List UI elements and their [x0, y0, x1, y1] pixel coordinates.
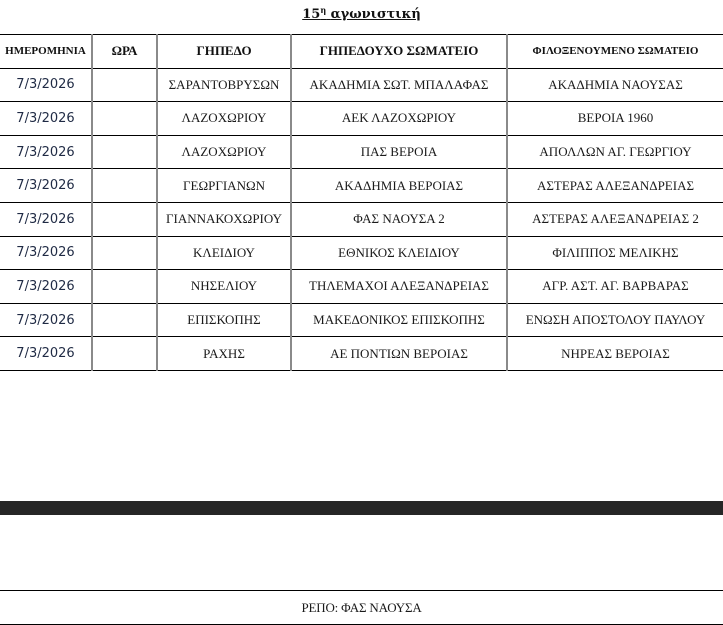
- cell-time: [92, 337, 157, 371]
- cell-time: [92, 169, 157, 203]
- cell-time: [92, 303, 157, 337]
- cell-home-team: ΑΕ ΠΟΝΤΙΩΝ ΒΕΡΟΙΑΣ: [291, 337, 507, 371]
- cell-date: 7/3/2026: [0, 169, 92, 203]
- cell-home-team: ΑΚΑΔΗΜΙΑ ΣΩΤ. ΜΠΑΛΑΦΑΣ: [291, 68, 507, 102]
- table-row: [0, 236, 723, 270]
- cell-venue: ΡΑΧΗΣ: [157, 337, 291, 371]
- cell-home-team: ΠΑΣ ΒΕΡΟΙΑ: [291, 135, 507, 169]
- cell-away-team: ΑΠΟΛΛΩΝ ΑΓ. ΓΕΩΡΓΙΟΥ: [507, 135, 723, 169]
- header-date: ΗΜΕΡΟΜΗΝΙΑ: [0, 35, 92, 69]
- cell-venue: ΚΛΕΙΔΙΟΥ: [157, 236, 291, 270]
- cell-date: 7/3/2026: [0, 102, 92, 136]
- cell-date: 7/3/2026: [0, 303, 92, 337]
- cell-home-team: ΕΘΝΙΚΟΣ ΚΛΕΙΔΙΟΥ: [291, 236, 507, 270]
- cell-venue: ΣΑΡΑΝΤΟΒΡΥΣΩΝ: [157, 68, 291, 102]
- matchday-ordinal-suffix: η: [320, 5, 327, 15]
- cell-venue: ΓΕΩΡΓΙΑΝΩΝ: [157, 169, 291, 203]
- table-row: [0, 68, 723, 102]
- cell-away-team: ΝΗΡΕΑΣ ΒΕΡΟΙΑΣ: [507, 337, 723, 371]
- cell-time: [92, 102, 157, 136]
- cell-venue: ΛΑΖΟΧΩΡΙΟΥ: [157, 135, 291, 169]
- cell-away-team: ΒΕΡΟΙΑ 1960: [507, 102, 723, 136]
- table-row: [0, 169, 723, 203]
- fixtures-body: [0, 68, 723, 370]
- cell-time: [92, 236, 157, 270]
- matchday-label: αγωνιστική: [330, 7, 421, 22]
- table-row: [0, 202, 723, 236]
- cell-date: 7/3/2026: [0, 270, 92, 304]
- cell-home-team: ΑΚΑΔΗΜΙΑ ΒΕΡΟΙΑΣ: [291, 169, 507, 203]
- header-time: ΩΡΑ: [92, 35, 157, 69]
- matchday-title: [0, 5, 723, 22]
- table-row: [0, 135, 723, 169]
- table-row: [0, 102, 723, 136]
- cell-venue: ΝΗΣΕΛΙΟΥ: [157, 270, 291, 304]
- rest-team-row: [0, 590, 723, 625]
- cell-venue: ΓΙΑΝΝΑΚΟΧΩΡΙΟΥ: [157, 202, 291, 236]
- fixtures-table: [0, 34, 723, 371]
- cell-date: 7/3/2026: [0, 236, 92, 270]
- rest-team-label: ΡΕΠΟ: ΦΑΣ ΝΑΟΥΣΑ: [301, 599, 422, 615]
- cell-away-team: ΦΙΛΙΠΠΟΣ ΜΕΛΙΚΗΣ: [507, 236, 723, 270]
- cell-away-team: ΑΚΑΔΗΜΙΑ ΝΑΟΥΣΑΣ: [507, 68, 723, 102]
- cell-date: 7/3/2026: [0, 135, 92, 169]
- cell-date: 7/3/2026: [0, 337, 92, 371]
- cell-home-team: ΤΗΛΕΜΑΧΟΙ ΑΛΕΞΑΝΔΡΕΙΑΣ: [291, 270, 507, 304]
- cell-home-team: ΦΑΣ ΝΑΟΥΣΑ 2: [291, 202, 507, 236]
- cell-date: 7/3/2026: [0, 202, 92, 236]
- cell-away-team: ΑΣΤΕΡΑΣ ΑΛΕΞΑΝΔΡΕΙΑΣ: [507, 169, 723, 203]
- cell-home-team: ΑΕΚ ΛΑΖΟΧΩΡΙΟΥ: [291, 102, 507, 136]
- header-row: [0, 35, 723, 69]
- cell-date: 7/3/2026: [0, 68, 92, 102]
- cell-away-team: ΕΝΩΣΗ ΑΠΟΣΤΟΛΟΥ ΠΑΥΛΟΥ: [507, 303, 723, 337]
- table-row: [0, 303, 723, 337]
- cell-home-team: ΜΑΚΕΔΟΝΙΚΟΣ ΕΠΙΣΚΟΠΗΣ: [291, 303, 507, 337]
- section-divider-band: [0, 501, 723, 515]
- header-away-team: ΦΙΛΟΞΕΝΟΥΜΕΝΟ ΣΩΜΑΤΕΙΟ: [507, 35, 723, 69]
- matchday-number: 15: [302, 7, 321, 22]
- cell-venue: ΕΠΙΣΚΟΠΗΣ: [157, 303, 291, 337]
- cell-away-team: ΑΣΤΕΡΑΣ ΑΛΕΞΑΝΔΡΕΙΑΣ 2: [507, 202, 723, 236]
- cell-away-team: ΑΓΡ. ΑΣΤ. ΑΓ. ΒΑΡΒΑΡΑΣ: [507, 270, 723, 304]
- header-home-team: ΓΗΠΕΔΟΥΧΟ ΣΩΜΑΤΕΙΟ: [291, 35, 507, 69]
- table-row: [0, 270, 723, 304]
- cell-time: [92, 68, 157, 102]
- table-row: [0, 337, 723, 371]
- cell-venue: ΛΑΖΟΧΩΡΙΟΥ: [157, 102, 291, 136]
- header-venue: ΓΗΠΕΔΟ: [157, 35, 291, 69]
- cell-time: [92, 135, 157, 169]
- cell-time: [92, 202, 157, 236]
- cell-time: [92, 270, 157, 304]
